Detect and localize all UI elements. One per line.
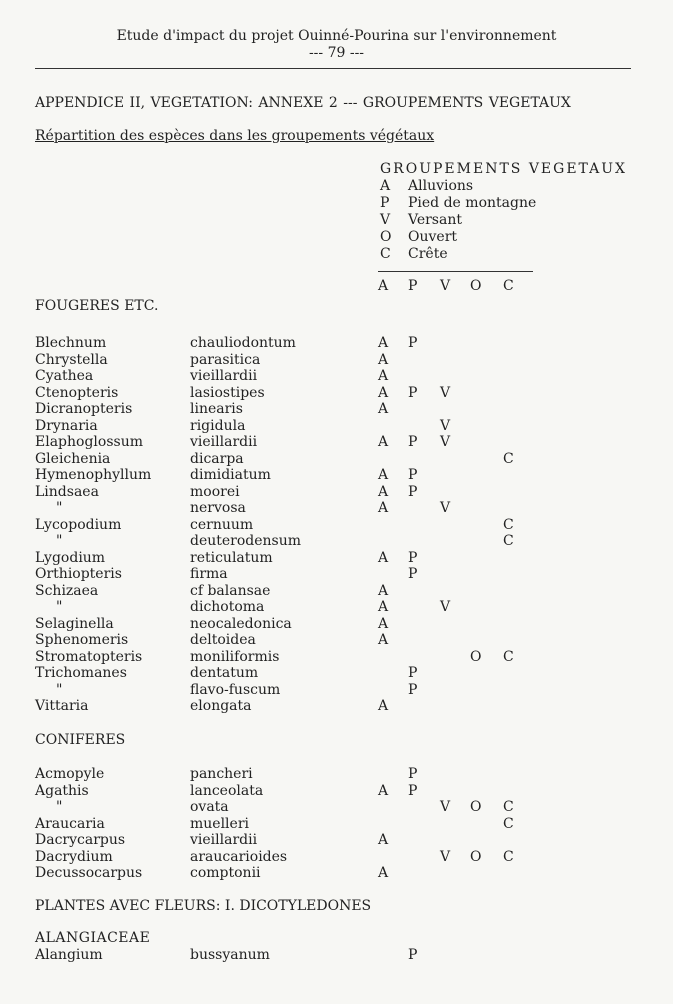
table-subtitle: Répartition des espèces dans les groupements végétaux (35, 128, 435, 144)
genus-name: Gleichenia (35, 451, 111, 467)
legend-label: Ouvert (408, 229, 458, 245)
mark-p: P (408, 434, 418, 450)
mark-p: P (408, 783, 418, 799)
section-heading: PLANTES AVEC FLEURS: I. DICOTYLEDONES (35, 898, 372, 914)
genus-name: Stromatopteris (35, 649, 143, 665)
column-header-c: C (503, 278, 514, 294)
mark-p: P (408, 566, 418, 582)
species-name: moniliformis (190, 649, 280, 665)
mark-v: V (440, 849, 451, 865)
legend-label: Crête (408, 246, 448, 262)
appendix-title: APPENDICE II, VEGETATION: ANNEXE 2 --- GROUPEMENTS VEGETAUX (35, 95, 571, 111)
genus-name: Decussocarpus (35, 865, 143, 881)
header-rule (35, 68, 631, 69)
genus-name: Cyathea (35, 368, 94, 384)
genus-name: Schizaea (35, 583, 99, 599)
species-name: deuterodensum (190, 533, 302, 549)
species-name: flavo-fuscum (190, 682, 281, 698)
mark-o: O (470, 799, 482, 815)
legend-label: Versant (408, 212, 462, 228)
mark-a: A (378, 698, 389, 714)
mark-c: C (503, 451, 514, 467)
genus-name: Elaphoglossum (35, 434, 143, 450)
legend-label: Pied de montagne (408, 195, 537, 211)
species-name: nervosa (190, 500, 246, 516)
mark-p: P (408, 467, 418, 483)
genus-name: " (56, 799, 63, 815)
species-name: rigidula (190, 418, 246, 434)
mark-a: A (378, 467, 389, 483)
genus-name: Alangium (35, 947, 103, 963)
mark-v: V (440, 385, 451, 401)
species-name: moorei (190, 484, 240, 500)
species-name: araucarioides (190, 849, 288, 865)
genus-name: Hymenophyllum (35, 467, 152, 483)
species-name: firma (190, 566, 228, 582)
mark-a: A (378, 484, 389, 500)
mark-a: A (378, 550, 389, 566)
genus-name: " (56, 500, 63, 516)
mark-a: A (378, 616, 389, 632)
mark-p: P (408, 550, 418, 566)
column-header-p: P (408, 278, 418, 294)
legend-rule (378, 271, 533, 272)
page-number: --- 79 --- (308, 45, 365, 61)
species-name: pancheri (190, 766, 253, 782)
mark-a: A (378, 335, 389, 351)
species-name: chauliodontum (190, 335, 296, 351)
genus-name: Dacrydium (35, 849, 113, 865)
species-name: lanceolata (190, 783, 264, 799)
genus-name: Selaginella (35, 616, 114, 632)
mark-p: P (408, 484, 418, 500)
mark-o: O (470, 649, 482, 665)
species-name: muelleri (190, 816, 249, 832)
mark-v: V (440, 500, 451, 516)
legend-title: GROUPEMENTS VEGETAUX (380, 161, 628, 177)
column-header-v: V (440, 278, 451, 294)
species-name: deltoidea (190, 632, 256, 648)
genus-name: Lycopodium (35, 517, 122, 533)
mark-a: A (378, 352, 389, 368)
genus-name: Sphenomeris (35, 632, 129, 648)
mark-c: C (503, 816, 514, 832)
genus-name: " (56, 533, 63, 549)
species-name: cernuum (190, 517, 254, 533)
species-name: dicarpa (190, 451, 244, 467)
family-heading: ALANGIACEAE (35, 930, 151, 946)
species-name: vieillardii (190, 368, 258, 384)
genus-name: Orthiopteris (35, 566, 122, 582)
mark-v: V (440, 799, 451, 815)
legend-label: Alluvions (408, 178, 474, 194)
legend-code: A (380, 178, 391, 194)
running-header: Etude d'impact du projet Ouinné-Pourina sur l'environnement (116, 28, 557, 44)
mark-v: V (440, 418, 451, 434)
mark-p: P (408, 335, 418, 351)
mark-a: A (378, 632, 389, 648)
genus-name: Lygodium (35, 550, 106, 566)
species-name: neocaledonica (190, 616, 292, 632)
legend-code: P (380, 195, 390, 211)
species-name: vieillardii (190, 832, 258, 848)
legend-code: C (380, 246, 391, 262)
genus-name: Ctenopteris (35, 385, 119, 401)
genus-name: Drynaria (35, 418, 98, 434)
mark-a: A (378, 500, 389, 516)
genus-name: Lindsaea (35, 484, 99, 500)
genus-name: Araucaria (35, 816, 105, 832)
mark-o: O (470, 849, 482, 865)
genus-name: " (56, 682, 63, 698)
mark-a: A (378, 783, 389, 799)
mark-p: P (408, 665, 418, 681)
mark-v: V (440, 599, 451, 615)
mark-a: A (378, 832, 389, 848)
mark-a: A (378, 434, 389, 450)
genus-name: Chrystella (35, 352, 108, 368)
species-name: reticulatum (190, 550, 273, 566)
genus-name: Acmopyle (35, 766, 105, 782)
species-name: cf balansae (190, 583, 271, 599)
genus-name: " (56, 599, 63, 615)
mark-p: P (408, 385, 418, 401)
legend-code: O (380, 229, 392, 245)
species-name: dimidiatum (190, 467, 271, 483)
legend-code: V (380, 212, 391, 228)
mark-p: P (408, 947, 418, 963)
mark-c: C (503, 533, 514, 549)
species-name: elongata (190, 698, 252, 714)
mark-c: C (503, 649, 514, 665)
genus-name: Vittaria (35, 698, 89, 714)
species-name: vieillardii (190, 434, 258, 450)
mark-p: P (408, 766, 418, 782)
mark-c: C (503, 799, 514, 815)
mark-c: C (503, 849, 514, 865)
species-name: bussyanum (190, 947, 270, 963)
species-name: dichotoma (190, 599, 265, 615)
genus-name: Agathis (35, 783, 89, 799)
mark-v: V (440, 434, 451, 450)
species-name: comptonii (190, 865, 261, 881)
species-name: linearis (190, 401, 243, 417)
species-name: parasitica (190, 352, 261, 368)
mark-a: A (378, 385, 389, 401)
genus-name: Dacrycarpus (35, 832, 126, 848)
section-heading: CONIFERES (35, 732, 126, 748)
mark-a: A (378, 368, 389, 384)
genus-name: Blechnum (35, 335, 107, 351)
mark-a: A (378, 583, 389, 599)
genus-name: Trichomanes (35, 665, 127, 681)
column-header-o: O (470, 278, 482, 294)
species-name: ovata (190, 799, 229, 815)
mark-a: A (378, 865, 389, 881)
column-header-a: A (378, 278, 389, 294)
genus-name: Dicranopteris (35, 401, 133, 417)
mark-c: C (503, 517, 514, 533)
species-name: dentatum (190, 665, 259, 681)
mark-a: A (378, 401, 389, 417)
mark-a: A (378, 599, 389, 615)
section-heading: FOUGERES ETC. (35, 298, 159, 314)
species-name: lasiostipes (190, 385, 265, 401)
mark-p: P (408, 682, 418, 698)
